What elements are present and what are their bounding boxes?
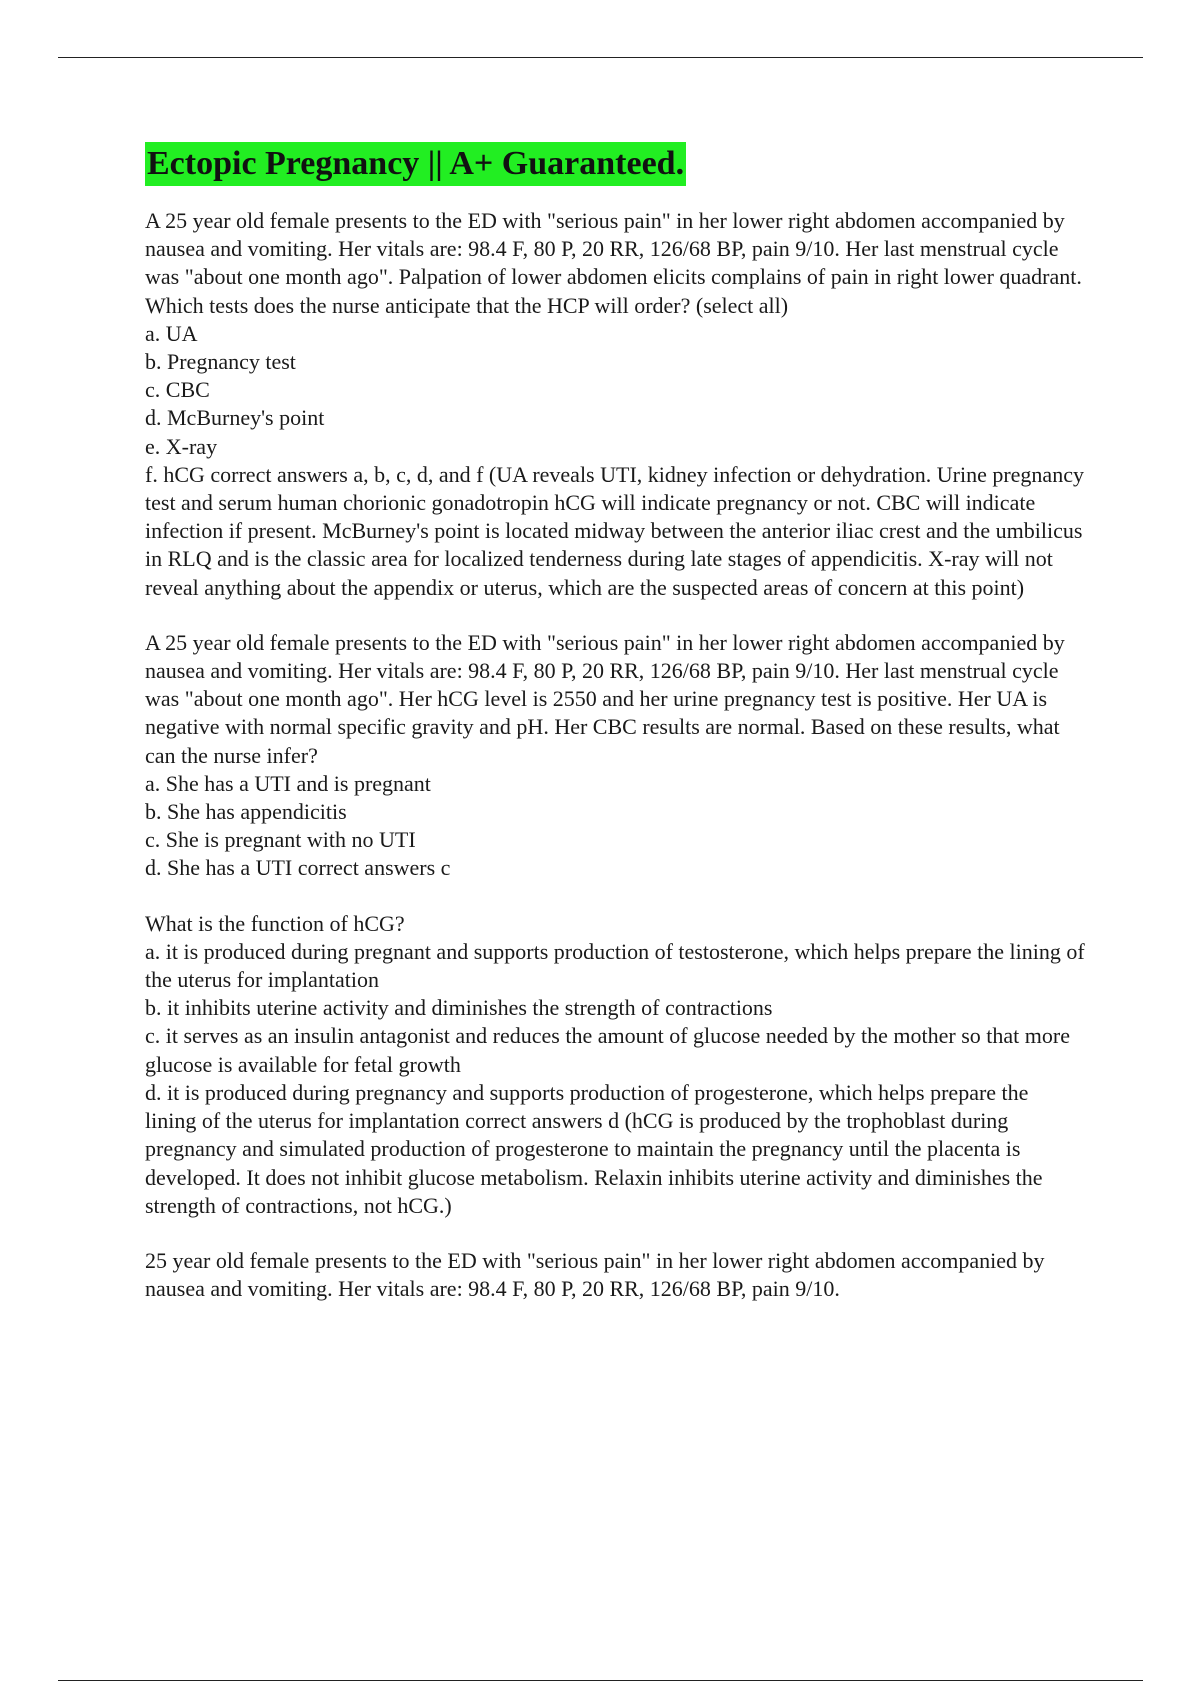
- question-2-stem: A 25 year old female presents to the ED with "serious pain" in her lower right abdomen accompanied by nausea and vomiting. Her vitals are: 98.4 F, 80 P, 20 RR, 126/68 BP, pain 9/10. Her last menstrual cycle was "about one month ago". Her hCG level is 2550 and her urine pregnancy test is positive. Her UA is negative with normal specific gravity and pH. Her CBC results are normal. Based on these results, what can the nurse infer?: [145, 629, 1065, 768]
- title-block: [145, 142, 1085, 186]
- question-3-stem: What is the function of hCG?: [145, 910, 405, 936]
- question-1-option-d: d. McBurney's point: [145, 405, 325, 431]
- question-1-option-e: e. X-ray: [145, 433, 218, 459]
- question-2-option-d-answer: d. She has a UTI correct answers c: [145, 855, 451, 881]
- question-3-option-b: b. it inhibits uterine activity and diminishes the strength of contractions: [145, 995, 773, 1021]
- question-1-option-c: c. CBC: [145, 377, 210, 403]
- question-1-options: [145, 320, 1085, 602]
- bottom-rule: [58, 1680, 1143, 1681]
- question-2-option-a: a. She has a UTI and is pregnant: [145, 770, 431, 796]
- question-2-option-c: c. She is pregnant with no UTI: [145, 827, 416, 853]
- question-2-options: [145, 770, 1085, 883]
- question-2-option-b: b. She has appendicitis: [145, 799, 347, 825]
- question-1-option-b: b. Pregnancy test: [145, 349, 296, 375]
- question-1-stem: A 25 year old female presents to the ED with "serious pain" in her lower right abdomen accompanied by nausea and vomiting. Her vitals are: 98.4 F, 80 P, 20 RR, 126/68 BP, pain 9/10. Her last menstrual cycle was "about one month ago". Palpation of lower abdomen elicits complains of pain in right lower quadrant. Which tests does the nurse anticipate that the HCP will order? (select all): [145, 208, 1082, 318]
- question-1-option-a: a. UA: [145, 320, 198, 346]
- question-3-option-c: c. it serves as an insulin antagonist and reduces the amount of glucose needed by the mother so that more glucose is available for fetal growth: [145, 1023, 1070, 1077]
- question-4-stem: 25 year old female presents to the ED with "serious pain" in her lower right abdomen accompanied by nausea and vomiting. Her vitals are: 98.4 F, 80 P, 20 RR, 126/68 BP, pain 9/10.: [145, 1247, 1045, 1302]
- document-body: [145, 142, 1085, 1303]
- question-3-options: [145, 938, 1085, 1220]
- question-3-option-a: a. it is produced during pregnant and supports production of testosterone, which helps prepare the lining of the uterus for implantation: [145, 938, 1085, 993]
- document-title: Ectopic Pregnancy || A+ Guaranteed.: [145, 142, 686, 186]
- question-1-option-f-answer: f. hCG correct answers a, b, c, d, and f (UA reveals UTI, kidney infection or dehydration. Urine pregnancy test and serum human chorionic gonadotropin hCG will indicate pregnancy or not. CBC will indicate infection if present. McBurney's point is located midway between the anterior iliac crest and the umbilicus in RLQ and is the classic area for localized tenderness during late stages of appendicitis. X-ray will not reveal anything about the appendix or uterus, which are the suspected areas of concern at this point): [145, 461, 1084, 600]
- question-3-option-d-answer: d. it is produced during pregnancy and supports production of progesterone, which helps prepare the lining of the uterus for implantation correct answers d (hCG is produced by the trophoblast during pregnancy and simulated production of progesterone to maintain the pregnancy until the placenta is developed. It does not inhibit glucose metabolism. Relaxin inhibits uterine activity and diminishes the strength of contractions, not hCG.): [145, 1079, 1043, 1218]
- top-rule: [58, 57, 1143, 58]
